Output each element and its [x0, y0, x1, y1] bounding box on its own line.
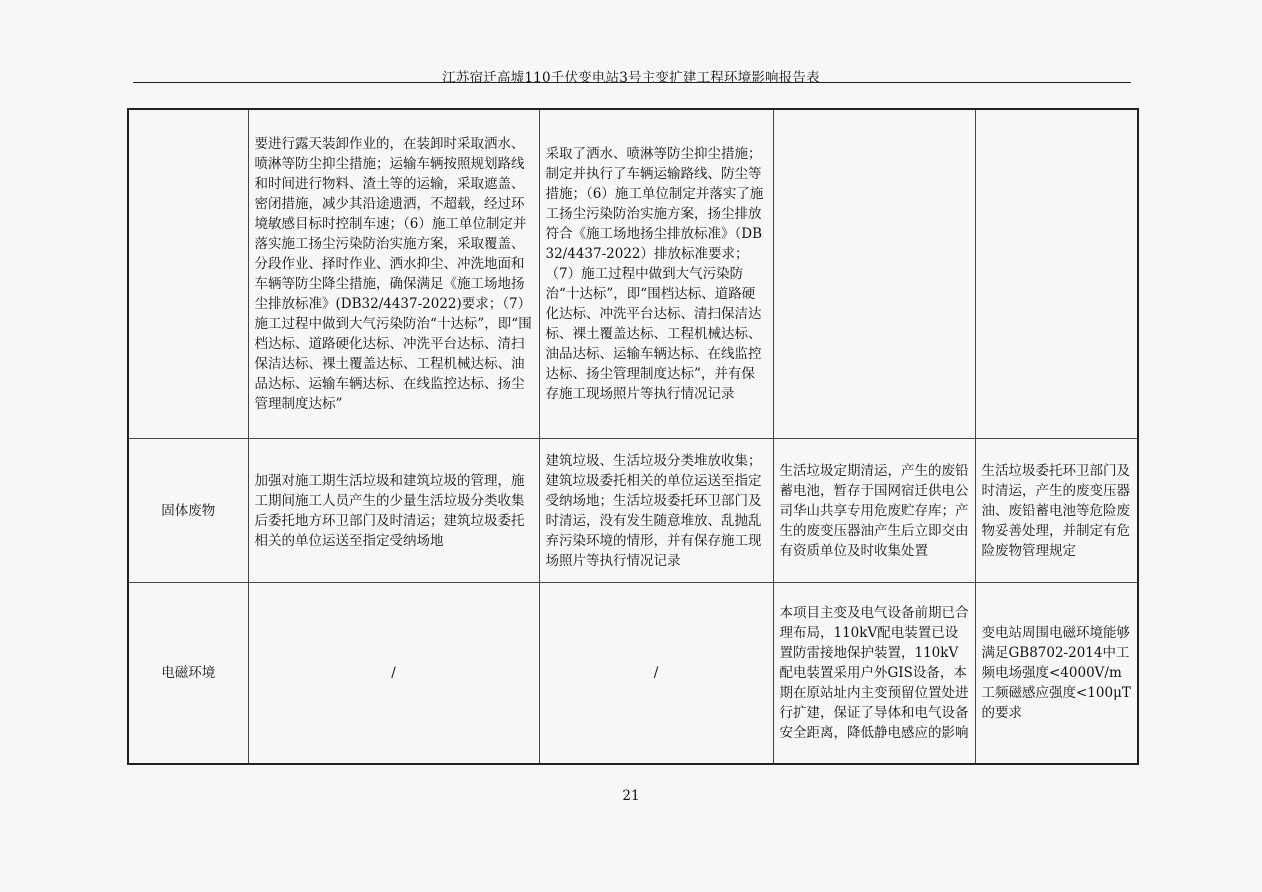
implementation-cell: 建筑垃圾、生活垃圾分类堆放收集；建筑垃圾委托相关的单位运送至指定受纳场地；生活垃圾委托环卫部门及时清运，没有发生随意堆放、乱抛乱弃污染环境的情形，并有保存施工现场照片等执行情况记录: [539, 439, 773, 583]
construction-measures-cell: 要进行露天装卸作业的，在装卸时采取洒水、喷淋等防尘抑尘措施；运输车辆按照规划路线和时间进行物料、渣土等的运输，采取遮盖、密闭措施，减少其沿途遗洒，不超载，经过环境敏感目标时控制车速；（6）施工单位制定并落实施工扬尘污染防治实施方案，采取覆盖、分段作业、择时作业、洒水抑尘、冲洗地面和车辆等防尘降尘措施，确保满足《施工场地扬尘排放标准》(DB32/4437-2022)要求；（7）施工过程中做到大气污染防治“十达标”，即“围档达标、道路硬化达标、冲洗平台达标、清扫保洁达标、裸土覆盖达标、工程机械达标、油品达标、运输车辆达标、在线监控达标、扬尘管理制度达标”: [248, 109, 539, 439]
header-divider: [133, 82, 1131, 83]
operation-measures-cell: 本项目主变及电气设备前期已合理布局，110kV配电装置已设置防雷接地保护装置，110kV配电装置采用户外GIS设备，本期在原站址内主变预留位置处进行扩建，保证了导体和电气设备安全距离，降低静电感应的影响: [773, 583, 975, 765]
operation-measures-cell: 生活垃圾定期清运，产生的废铅蓄电池，暂存于国网宿迁供电公司华山共享专用危废贮存库；产生的废变压器油产生后立即交由有资质单位及时收集处置: [773, 439, 975, 583]
category-cell: [128, 109, 248, 439]
operation-measures-cell: [773, 109, 975, 439]
environmental-measures-table: [127, 108, 1139, 765]
construction-measures-cell: /: [248, 583, 539, 765]
construction-measures-cell: 加强对施工期生活垃圾和建筑垃圾的管理，施工期间施工人员产生的少量生活垃圾分类收集后委托地方环卫部门及时清运；建筑垃圾委托相关的单位运送至指定受纳场地: [248, 439, 539, 583]
table-row: [128, 439, 1138, 583]
implementation-cell: /: [539, 583, 773, 765]
operation-requirements-cell: 变电站周围电磁环境能够满足GB8702-2014中工频电场强度<4000V/m工频磁感应强度<100μT的要求: [975, 583, 1138, 765]
table-row: [128, 583, 1138, 765]
table-row: [128, 109, 1138, 439]
operation-requirements-cell: 生活垃圾委托环卫部门及时清运，产生的废变压器油、废铅蓄电池等危险废物妥善处理，并制定有危险废物管理规定: [975, 439, 1138, 583]
page-number: 21: [622, 788, 640, 804]
page-header-title: 江苏宿迁高墟110千伏变电站3号主变扩建工程环境影响报告表: [442, 70, 820, 86]
category-cell: 固体废物: [128, 439, 248, 583]
implementation-cell: 采取了洒水、喷淋等防尘抑尘措施；制定并执行了车辆运输路线、防尘等措施；（6）施工单位制定并落实了施工扬尘污染防治实施方案，扬尘排放符合《施工场地扬尘排放标准》（DB32/4437-2022）排放标准要求；（7）施工过程中做到大气污染防治“十达标”，即“围档达标、道路硬化达标、冲洗平台达标、清扫保洁达标、裸土覆盖达标、工程机械达标、油品达标、运输车辆达标、在线监控达标、扬尘管理制度达标”，并有保存施工现场照片等执行情况记录: [539, 109, 773, 439]
category-cell: 电磁环境: [128, 583, 248, 765]
operation-requirements-cell: [975, 109, 1138, 439]
